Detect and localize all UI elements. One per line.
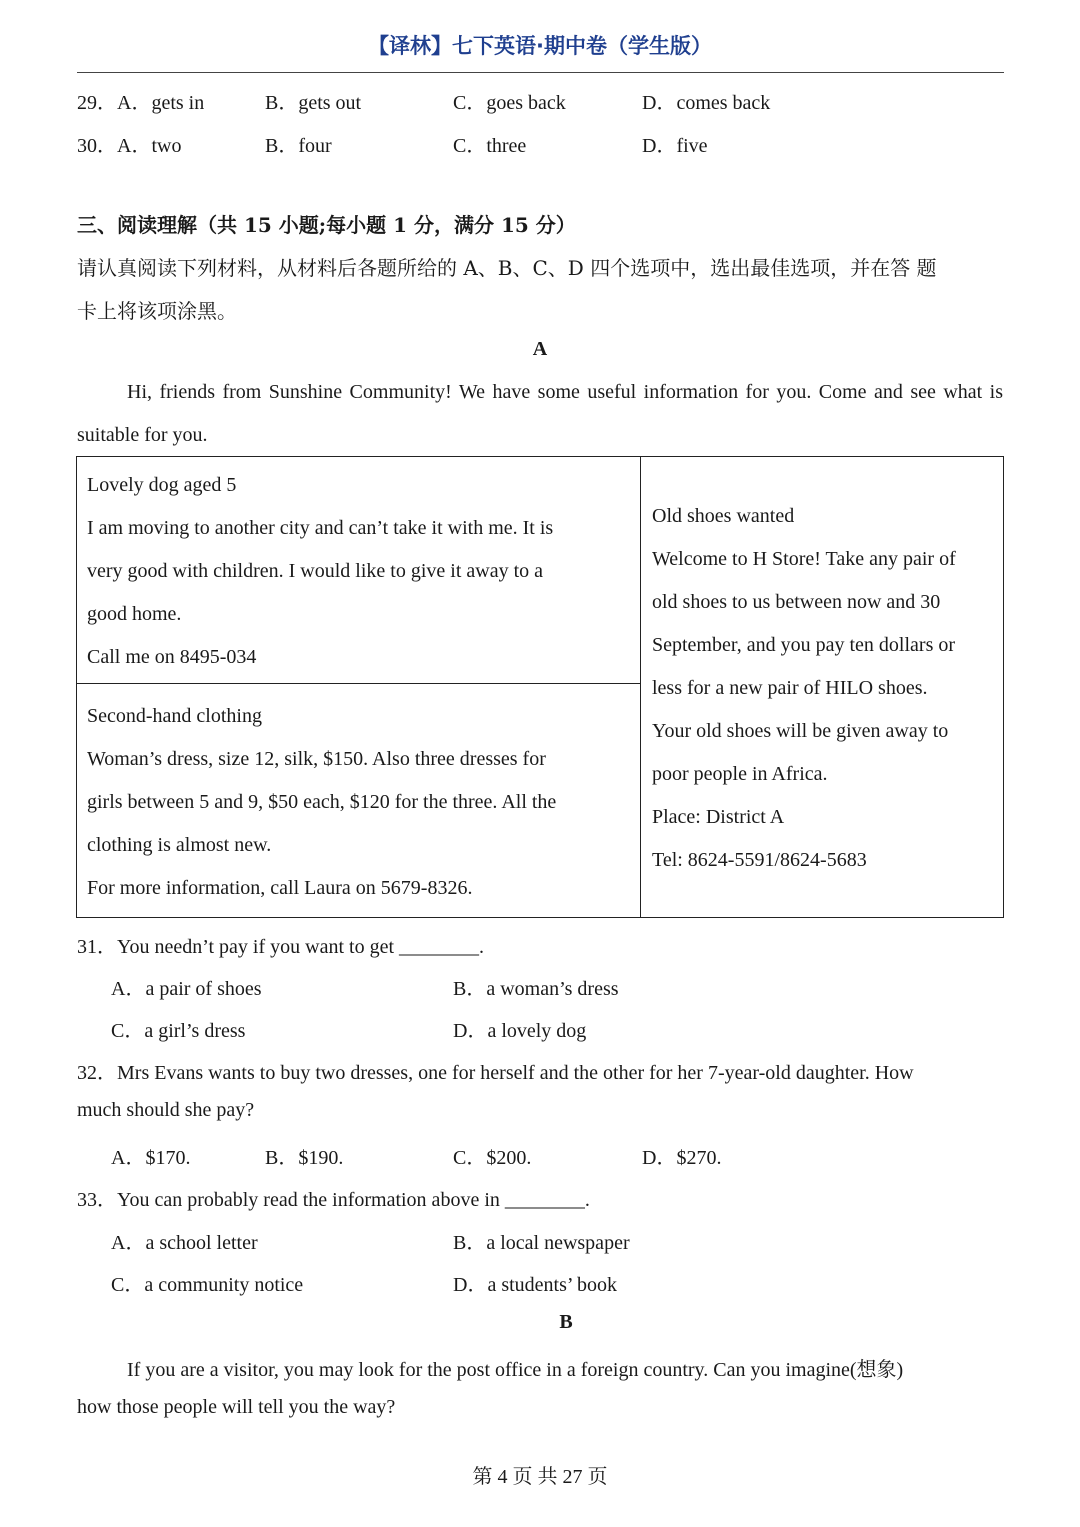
ad-clothing-text: clothing is almost new. (87, 834, 272, 856)
ad-dog-text: very good with children. I would like to give it away to a (87, 560, 544, 582)
q32-option-d: D．$270. (642, 1147, 722, 1169)
ad-shoes-place: Place: District A (652, 806, 785, 828)
ad-dog-contact: Call me on 8495-034 (87, 646, 257, 668)
q29-option-d: D．comes back (642, 92, 771, 114)
ad-clothing-contact: For more information, call Laura on 5679-8326. (87, 877, 473, 899)
q31-option-d: D．a lovely dog (453, 1020, 587, 1042)
q30-option-b: B．four (265, 135, 332, 157)
q29-option-a: 29．A．gets in (77, 92, 205, 114)
passage-a-label: A (532, 338, 548, 360)
ad-shoes-tel: Tel: 8624-5591/8624-5683 (652, 849, 867, 871)
ad-clothing-title: Second-hand clothing (87, 705, 262, 727)
question-32-stem-line1: 32．Mrs Evans wants to buy two dresses, one for herself and the other for her 7-year-old daughter. How (77, 1062, 914, 1084)
q33-option-a: A．a school letter (111, 1232, 258, 1254)
q32-option-b: B．$190. (265, 1147, 344, 1169)
table-horizontal-divider (76, 683, 641, 684)
ad-dog (87, 464, 553, 679)
q30-option-c: C．three (453, 135, 527, 157)
q31-option-a: A．a pair of shoes (111, 978, 262, 1000)
ad-shoes-text: less for a new pair of HILO shoes. (652, 677, 928, 699)
ad-shoes-text: poor people in Africa. (652, 763, 828, 785)
ad-shoes-text: Welcome to H Store! Take any pair of (652, 548, 956, 570)
page-header-title: 【译林】七下英语·期中卷（学生版） (368, 34, 712, 58)
q32-option-c: C．$200. (453, 1147, 532, 1169)
section-instruction-line1: 请认真阅读下列材料，从材料后各题所给的 A、B、C、D 四个选项中，选出最佳选项，并在答 题 (77, 256, 937, 280)
ad-shoes-title: Old shoes wanted (652, 505, 795, 527)
section-title: 三、阅读理解（共 15 小题;每小题 1 分，满分 15 分） (77, 213, 576, 237)
q29-option-c: C．goes back (453, 92, 566, 114)
ad-shoes-text: Your old shoes will be given away to (652, 720, 949, 742)
question-32-stem-line2: much should she pay? (77, 1099, 255, 1121)
ad-dog-text: I am moving to another city and can’t take it with me. It is (87, 517, 554, 539)
header-divider (77, 72, 1004, 73)
page-number: 第 4 页 共 27 页 (472, 1466, 608, 1488)
q29-option-b: B．gets out (265, 92, 362, 114)
ad-clothing-text: Woman’s dress, size 12, silk, $150. Also three dresses for (87, 748, 546, 770)
table-vertical-divider (640, 456, 641, 918)
q33-option-b: B．a local newspaper (453, 1232, 630, 1254)
q33-option-c: C．a community notice (111, 1274, 304, 1296)
ad-shoes (652, 495, 956, 882)
q31-option-c: C．a girl’s dress (111, 1020, 246, 1042)
ad-shoes-text: old shoes to us between now and 30 (652, 591, 941, 613)
passage-b-label: B (559, 1311, 573, 1333)
q32-option-a: A．$170. (111, 1147, 191, 1169)
q30-option-a: 30．A．two (77, 135, 182, 157)
question-31-stem: 31．You needn’t pay if you want to get ________. (77, 936, 485, 958)
q30-option-d: D．five (642, 135, 708, 157)
passage-b-line1: If you are a visitor, you may look for the post office in a foreign country. Can you imagine(想象) (127, 1359, 904, 1381)
ad-dog-title: Lovely dog aged 5 (87, 474, 237, 496)
section-instruction-line2: 卡上将该项涂黑。 (77, 299, 237, 323)
passage-a-intro: Hi, friends from Sunshine Community! We have some useful information for you. Come and see what is suitable for you. (77, 381, 1003, 446)
ad-clothing-text: girls between 5 and 9, $50 each, $120 for the three. All the (87, 791, 557, 813)
q31-option-b: B．a woman’s dress (453, 978, 619, 1000)
q33-option-d: D．a students’ book (453, 1274, 618, 1296)
ad-shoes-text: September, and you pay ten dollars or (652, 634, 956, 656)
ad-dog-text: good home. (87, 603, 182, 625)
ad-clothing (87, 695, 556, 910)
question-33-stem: 33．You can probably read the information above in ________. (77, 1189, 590, 1211)
passage-b-line2: how those people will tell you the way? (77, 1396, 396, 1418)
